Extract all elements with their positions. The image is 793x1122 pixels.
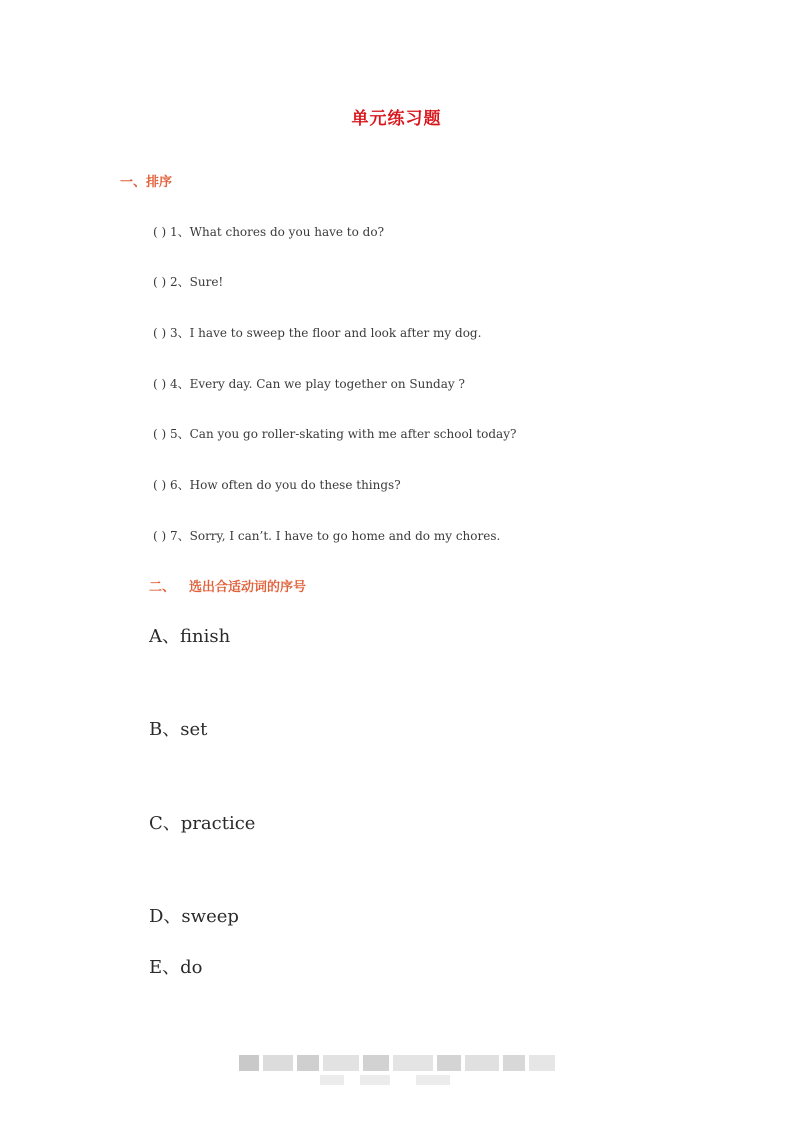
option-c: C、practice [149, 813, 256, 834]
section-1-heading: 一、排序 [120, 175, 173, 190]
blurred-footer-watermark [239, 1055, 555, 1071]
order-item-3: ( ) 3、I have to sweep the floor and look after my dog. [153, 326, 482, 340]
order-item-7: ( ) 7、Sorry, I can’t. I have to go home and do my chores. [153, 529, 501, 543]
section-2-title: 选出合适动词的序号 [189, 580, 307, 595]
page-title: 单元练习题 [351, 109, 442, 129]
option-d: D、sweep [149, 906, 239, 927]
blurred-footer-watermark-2 [320, 1075, 450, 1085]
order-item-1: ( ) 1、What chores do you have to do? [153, 225, 385, 239]
option-a: A、finish [149, 626, 231, 647]
order-item-5: ( ) 5、Can you go roller-skating with me after school today? [153, 427, 517, 441]
order-item-4: ( ) 4、Every day. Can we play together on Sunday ? [153, 377, 465, 391]
order-item-6: ( ) 6、How often do you do these things? [153, 478, 401, 492]
option-b: B、set [149, 719, 208, 740]
option-e: E、do [149, 957, 203, 978]
order-item-2: ( ) 2、Sure! [153, 275, 224, 289]
section-2-number: 二、 [149, 580, 176, 595]
section-2-heading [149, 576, 306, 595]
